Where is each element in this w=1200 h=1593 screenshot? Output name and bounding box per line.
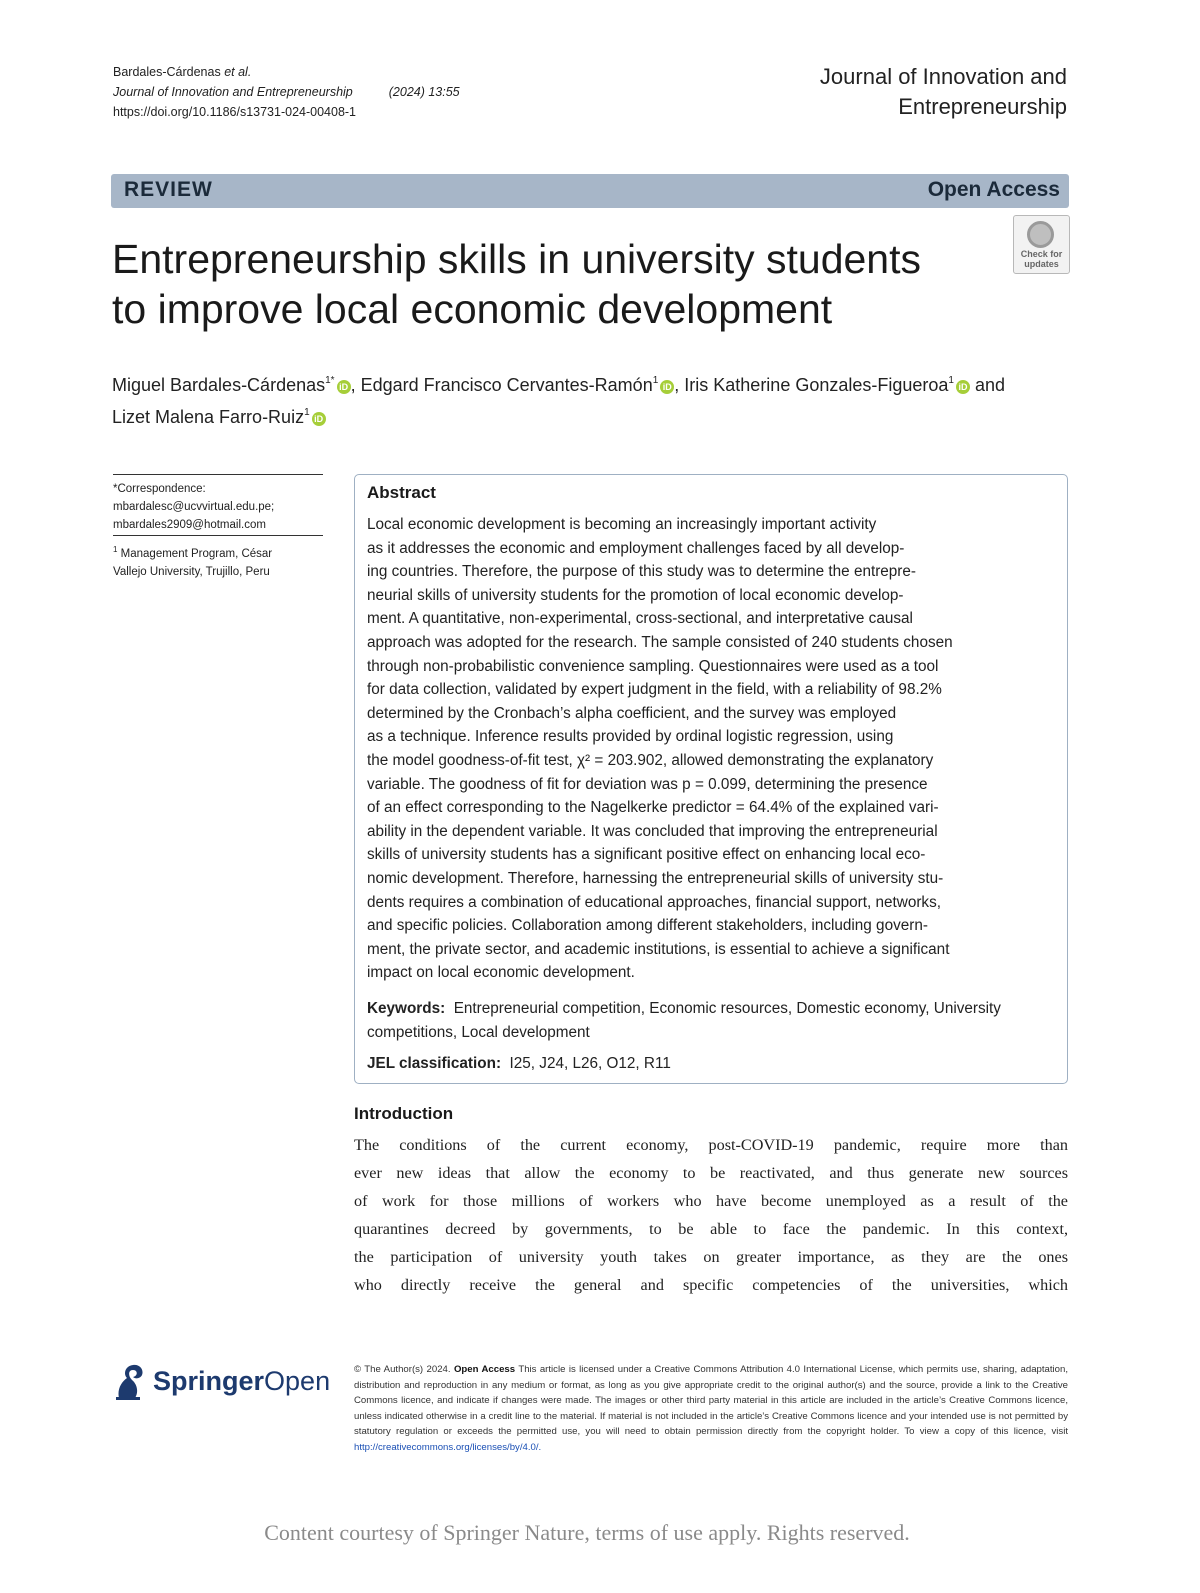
author-name[interactable]: Miguel Bardales-Cárdenas xyxy=(112,375,326,395)
author-name[interactable]: Edgard Francisco Cervantes-Ramón xyxy=(360,375,653,395)
check-for-updates-icon xyxy=(1027,221,1054,248)
abstract-text: Local economic development is becoming an increasingly important activity as it addresses the economic and employment challenges faced by all develop- ing countries. Therefore, the purpose of this study was to determine the entrepre- neurial skills of university students for the promotion of local economic develop- ment. A quantitative, non-experimental, cross-sectional, and interpretative causal approach was adopted for the research. The sample consisted of 240 students chosen through non-probabilistic convenience sampling. Questionnaires were used as a tool for data collection, validated by expert judgment in the field, with a reliability of 98.2% determined by the Cronbach’s alpha coefficient, and the survey was employed as a technique. Inference results provided by ordinal logistic regression, using the model goodness-of-fit test, χ² = 203.902, allowed demonstrating the explanatory variable. The goodness of fit for deviation was p = 0.099, determining the presence of an effect corresponding to the Nagelkerke predictor = 64.4% of the explained vari- ability in the dependent variable. It was concluded that improving the entrepreneurial skills of university students has a significant positive effect on enhancing local eco- nomic development. Therefore, harnessing the entrepreneurial skills of university stu- dents requires a combination of educational approaches, financial support, networks, and specific policies. Collaboration among different stakeholders, including govern- ment, the private sector, and academic institutions, is essential to achieve a significant impact on local economic development. xyxy=(367,516,953,982)
divider xyxy=(113,474,323,475)
abstract-heading: Abstract xyxy=(367,483,436,502)
citation-journal: Journal of Innovation and Entrepreneurship (2024) 13:55 xyxy=(113,85,460,99)
email-link[interactable]: mbardalesc@ucvvirtual.edu.pe; xyxy=(113,501,275,513)
correspondence: *Correspondence: mbardalesc@ucvvirtual.edu.pe; mbardales2909@hotmail.com xyxy=(113,480,328,534)
open-access-label: Open Access xyxy=(927,178,1060,201)
citation-authors: Bardales-Cárdenas et al. xyxy=(113,65,252,79)
article-title: Entrepreneurship skills in university students to improve local economic development xyxy=(112,236,921,332)
author-list: Miguel Bardales-Cárdenas$^{1*}$iD , Edgard Francisco Cervantes-Ramón$^1$iD , Iris Katherine Gonzales-Figueroa$^1$iD and Lizet Malena Farro-Ruiz$^1$iD xyxy=(112,375,1006,427)
section-heading: Introduction xyxy=(354,1104,454,1123)
doi-link[interactable]: https://doi.org/10.1186/s13731-024-00408-1 xyxy=(113,105,357,119)
orcid-icon[interactable]: iD xyxy=(337,380,351,394)
license-statement: © The Author(s) 2024. Open Access This article is licensed under a Creative Commons Attribution 4.0 International License, which permits use, sharing, adaptation, distribution and reproduction in any medium or format, as long as you give appropriate credit to the original author(s) and the source, provide a link to the Creative Commons licence, and indicate if changes were made. The images or other third party material in this article are included in the article’s Creative Commons licence, unless indicated otherwise in a credit line to the material. If material is not included in the article’s Creative Commons licence and your intended use is not permitted by statutory regulation or exceeds the permitted use, you will need to obtain permission directly from the copyright holder. To view a copy of this licence, visit http://creativecommons.org/licenses/by/4.0/. xyxy=(354,1364,1069,1453)
article-type-banner xyxy=(111,174,1069,208)
springer-horse-icon xyxy=(113,1362,147,1402)
author-name[interactable]: Lizet Malena Farro-Ruiz xyxy=(112,407,305,427)
author-name[interactable]: Iris Katherine Gonzales-Figueroa xyxy=(684,375,949,395)
license-link[interactable]: http://creativecommons.org/licenses/by/4.0/. xyxy=(354,1441,542,1453)
email-link[interactable]: mbardales2909@hotmail.com xyxy=(113,519,266,531)
keywords: Keywords: Entrepreneurial competition, Economic resources, Domestic economy, University competitions, Local development xyxy=(367,1000,1001,1041)
orcid-icon[interactable]: iD xyxy=(660,380,674,394)
springer-open-logo: SpringerOpen xyxy=(113,1360,343,1404)
jel-classification: JEL classification: I25, J24, L26, O12, R11 xyxy=(367,1055,671,1072)
check-for-updates-button[interactable] xyxy=(1013,215,1070,274)
orcid-icon[interactable]: iD xyxy=(312,412,326,426)
article-type-label: REVIEW xyxy=(124,178,213,201)
check-for-updates-label: Check for updates xyxy=(1020,249,1063,269)
divider xyxy=(113,535,323,536)
affiliation: $^1$ Management Program, César Vallejo University, Trujillo, Peru xyxy=(113,545,273,578)
journal-name: Journal of Innovation and Entrepreneurship xyxy=(819,64,1067,119)
orcid-icon[interactable]: iD xyxy=(956,380,970,394)
article-citation xyxy=(113,62,460,122)
introduction-text: The conditions of the current economy, post-COVID-19 pandemic, require more than ever new ideas that allow the economy to be reactivated, and thus generate new sources of work for those millions of workers who have become unemployed as a result of the quarantines decreed by governments, to be able to face the pandemic. In this context, the participation of university youth takes on greater importance, as they are the ones who directly receive the general and specific competencies of the universities, which xyxy=(354,1136,1068,1294)
courtesy-footer: Content courtesy of Springer Nature, terms of use apply. Rights reserved. xyxy=(264,1520,910,1545)
